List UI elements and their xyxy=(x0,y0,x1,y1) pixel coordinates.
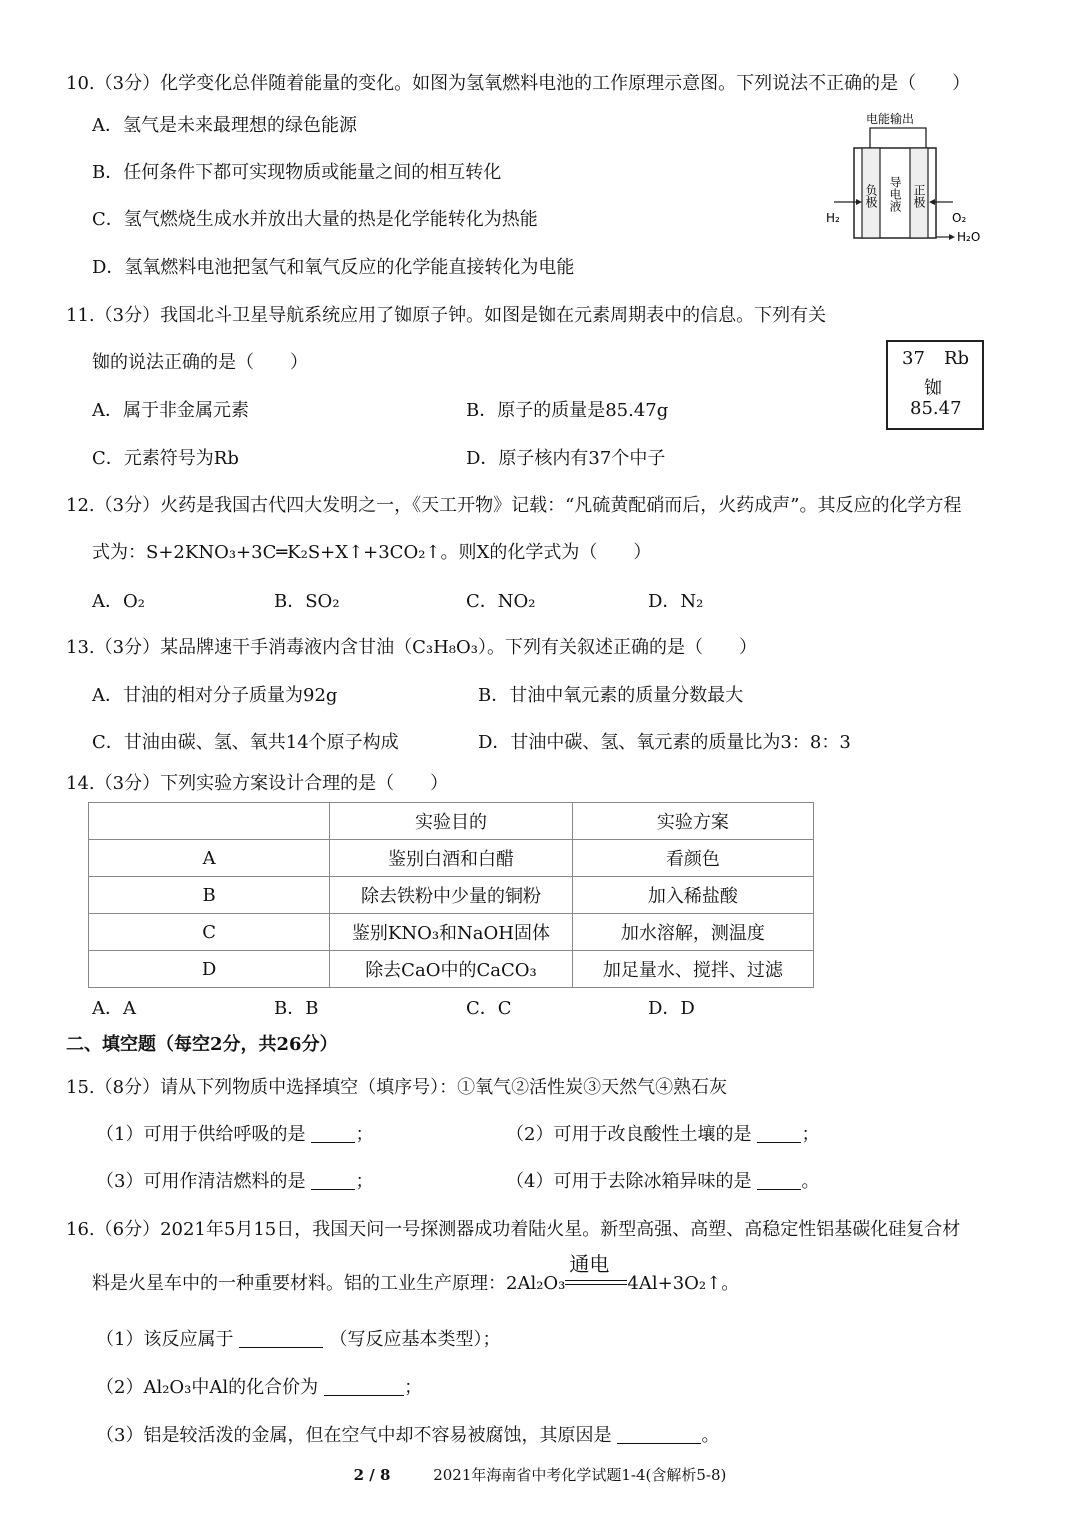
element-number: 37 xyxy=(902,348,925,369)
fuel-cell-left-label: 负极 xyxy=(864,184,878,208)
table-header-cell: 实验方案 xyxy=(572,803,813,840)
table-cell: 加足量水、搅拌、过滤 xyxy=(572,951,813,988)
q12-option-b: B．SO₂ xyxy=(274,591,340,612)
q12-option-c: C．NO₂ xyxy=(466,591,536,612)
table-cell: 看颜色 xyxy=(572,840,813,877)
answer-blank[interactable] xyxy=(324,1377,404,1396)
q10-option-b: B．任何条件下都可实现物质或能量之间的相互转化 xyxy=(92,162,502,183)
table-header-row xyxy=(89,803,814,840)
page-number: 2 / 8 xyxy=(353,1466,391,1484)
fuel-cell-middle-label: 导电液 xyxy=(888,176,902,212)
fuel-cell-top-label: 电能输出 xyxy=(866,112,915,126)
q11-stem-line2: 铷的说法正确的是（ ） xyxy=(92,352,308,373)
q11-stem-line1: 11.（3分）我国北斗卫星导航系统应用了铷原子钟。如图是铷在元素周期表中的信息。下列有关 xyxy=(66,305,827,326)
q12-stem-line1: 12.（3分）火药是我国古代四大发明之一，《天工开物》记载：“凡硫黄配硝而后，火药成声”。其反应的化学方程 xyxy=(66,495,962,516)
q16-item-1: （1）该反应属于 （写反应基本类型）； xyxy=(96,1329,501,1350)
fuel-cell-right-label: 正极 xyxy=(912,184,926,208)
q15-item-3: （3）可用作清洁燃料的是 ； xyxy=(96,1171,374,1192)
table-row xyxy=(89,914,814,951)
table-cell: 除去铁粉中少量的铜粉 xyxy=(330,877,572,914)
answer-blank[interactable] xyxy=(311,1171,355,1190)
section-title: 二、填空题（每空2分，共26分） xyxy=(66,1034,338,1055)
element-symbol: Rb xyxy=(944,348,970,369)
q16-stem-line1: 16.（6分）2021年5月15日，我国天问一号探测器成功着陆火星。新型高强、高塑、高稳定性铝基碳化硅复合材 xyxy=(66,1219,961,1240)
q13-option-b: B．甘油中氧元素的质量分数最大 xyxy=(478,685,744,706)
table-header-cell xyxy=(89,803,330,840)
table-cell: 除去CaO中的CaCO₃ xyxy=(330,951,572,988)
table-cell: 加水溶解，测温度 xyxy=(572,914,813,951)
q13-option-d: D．甘油中碳、氢、氧元素的质量比为3：8：3 xyxy=(478,732,851,753)
table-cell: 鉴别白酒和白醋 xyxy=(330,840,572,877)
q14-option-b: B．B xyxy=(274,998,319,1019)
table-cell: 加入稀盐酸 xyxy=(572,877,813,914)
document-title: 2021年海南省中考化学试题1-4(含解析5-8) xyxy=(433,1466,727,1484)
q13-option-c: C．甘油由碳、氢、氧共14个原子构成 xyxy=(92,732,399,753)
answer-blank[interactable] xyxy=(239,1329,323,1348)
table-row xyxy=(89,877,814,914)
experiment-table xyxy=(88,802,814,988)
fuel-cell-input-right: O₂ xyxy=(952,211,967,225)
q16-stem-line2: 料是火星车中的一种重要材料。铝的工业生产原理：2Al₂O₃ 通电 4Al+3O₂↑。 xyxy=(92,1252,740,1294)
q14-option-c: C．C xyxy=(466,998,512,1019)
table-cell: A xyxy=(89,840,330,877)
table-cell: D xyxy=(89,951,330,988)
table-header-cell: 实验目的 xyxy=(330,803,572,840)
fuel-cell-input-left: H₂ xyxy=(826,211,840,225)
q15-item-2: （2）可用于改良酸性土壤的是 ； xyxy=(506,1124,820,1145)
q15-stem: 15.（8分）请从下列物质中选择填空（填序号）：①氧气②活性炭③天然气④熟石灰 xyxy=(66,1077,728,1098)
q15-item-1: （1）可用于供给呼吸的是 ； xyxy=(96,1124,374,1145)
q10-option-d: D．氢氧燃料电池把氢气和氧气反应的化学能直接转化为电能 xyxy=(92,257,575,278)
q16-eq-right: 4Al+3O₂↑。 xyxy=(627,1273,740,1294)
q16-eq-left: 2Al₂O₃ xyxy=(506,1273,566,1294)
q14-option-d: D．D xyxy=(648,998,695,1019)
answer-blank[interactable] xyxy=(311,1124,355,1143)
q10-stem: 10.（3分）化学变化总伴随着能量的变化。如图为氢氧燃料电池的工作原理示意图。下列说法不正确的是（ ） xyxy=(66,73,971,94)
q11-option-d: D．原子核内有37个中子 xyxy=(466,448,666,469)
q13-stem: 13.（3分）某品牌速干手消毒液内含甘油（C₃H₈O₃）。下列有关叙述正确的是（ ） xyxy=(66,637,757,658)
answer-blank[interactable] xyxy=(617,1425,701,1444)
q12-stem-line2: 式为：S+2KNO₃+3C═K₂S+X↑+3CO₂↑。则X的化学式为（ ） xyxy=(92,542,652,563)
q14-stem: 14.（3分）下列实验方案设计合理的是（ ） xyxy=(66,773,449,794)
q11-option-c: C．元素符号为Rb xyxy=(92,448,239,469)
table-row xyxy=(89,951,814,988)
q12-option-d: D．N₂ xyxy=(648,591,704,612)
page-footer xyxy=(0,1464,1080,1485)
q12-equation: S+2KNO₃+3C═K₂S+X↑+3CO₂↑ xyxy=(146,542,441,563)
table-cell: B xyxy=(89,877,330,914)
table-cell: C xyxy=(89,914,330,951)
q16-eq-condition: 通电 xyxy=(569,1252,610,1276)
q14-option-a: A．A xyxy=(92,998,136,1019)
reaction-condition-arrow xyxy=(565,1252,627,1296)
q11-option-a: A．属于非金属元素 xyxy=(92,400,249,421)
q16-item-3: （3）铝是较活泼的金属，但在空气中却不容易被腐蚀，其原因是 。 xyxy=(96,1425,720,1446)
answer-blank[interactable] xyxy=(757,1124,801,1143)
table-cell: 鉴别KNO₃和NaOH固体 xyxy=(330,914,572,951)
q12-option-a: A．O₂ xyxy=(92,591,145,612)
fuel-cell-output-right: H₂O xyxy=(957,230,981,244)
element-card-rubidium xyxy=(886,340,984,430)
table-row xyxy=(89,840,814,877)
q10-option-c: C．氢气燃烧生成水并放出大量的热是化学能转化为热能 xyxy=(92,209,538,230)
q16-item-2: （2）Al₂O₃中Al的化合价为 ； xyxy=(96,1377,423,1398)
q15-item-4: （4）可用于去除冰箱异味的是 。 xyxy=(506,1171,820,1192)
q11-option-b: B．原子的质量是85.47g xyxy=(466,400,669,421)
element-name: 铷 xyxy=(924,378,942,399)
q13-option-a: A．甘油的相对分子质量为92g xyxy=(92,685,338,706)
element-mass: 85.47 xyxy=(910,398,962,419)
answer-blank[interactable] xyxy=(757,1171,801,1190)
q10-option-a: A．氢气是未来最理想的绿色能源 xyxy=(92,115,357,136)
fuel-cell-diagram xyxy=(818,106,988,248)
